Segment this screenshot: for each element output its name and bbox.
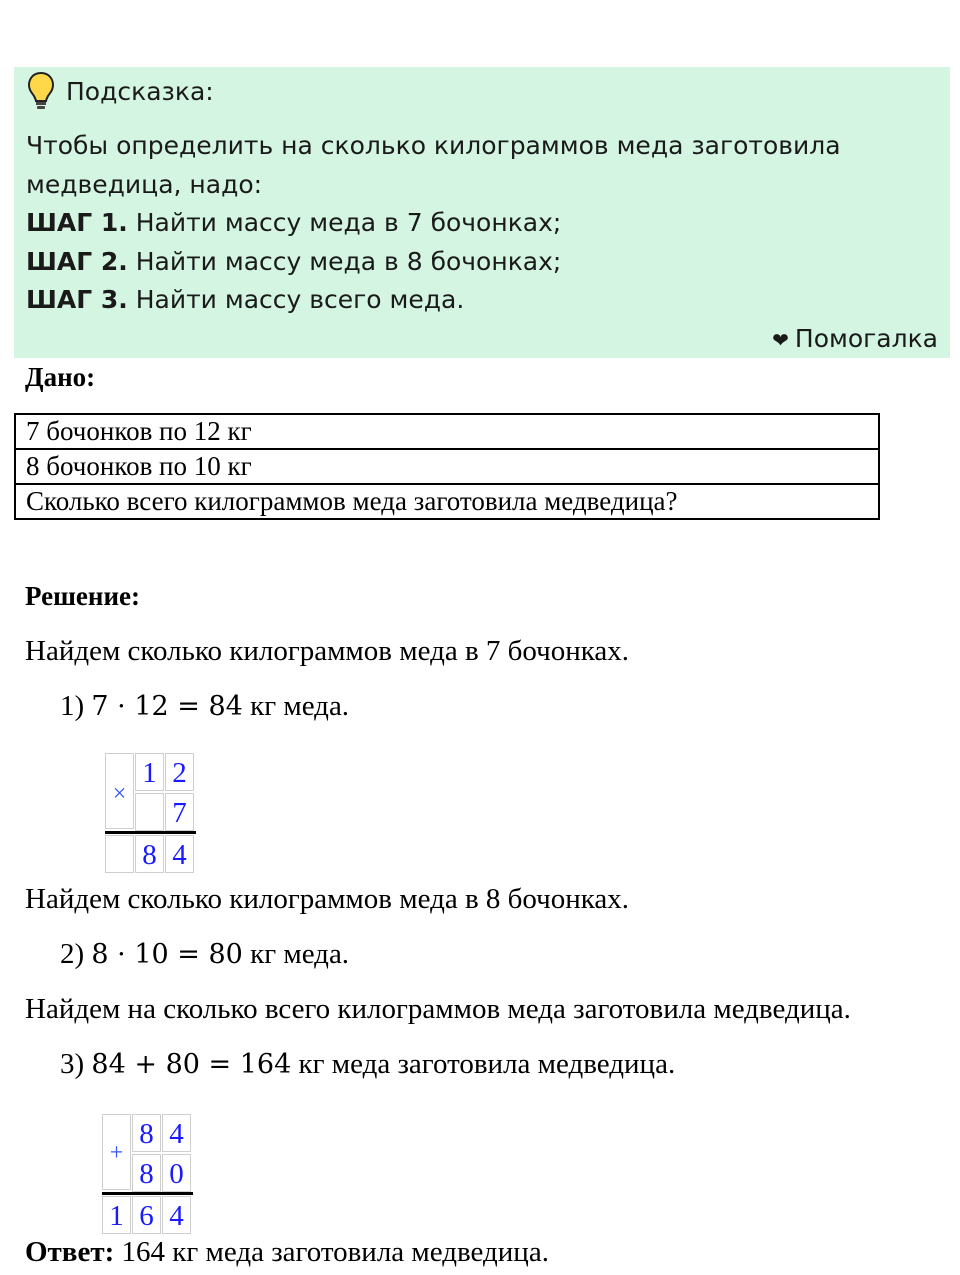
- brand-label: Помогалка: [794, 324, 938, 353]
- column-digit: 4: [165, 835, 194, 873]
- brand-link[interactable]: [772, 324, 938, 353]
- step-text: Найти массу всего меда.: [127, 285, 465, 314]
- column-digit: 4: [162, 1196, 191, 1234]
- step-number: 1): [60, 690, 92, 722]
- column-cell: [105, 791, 134, 829]
- given-title: Дано:: [25, 362, 96, 392]
- hint-intro-line-2: медведица, надо:: [26, 169, 263, 199]
- column-digit: 1: [135, 753, 164, 791]
- given-cell: Сколько всего килограммов меда заготовила медведица?: [15, 484, 879, 519]
- column-digit: 8: [135, 835, 164, 873]
- hint-step-1: [26, 204, 926, 243]
- solution-text-2: Найдем сколько килограммов меда в 8 бочонках.: [25, 883, 630, 915]
- step-unit: кг меда.: [242, 690, 350, 722]
- lightbulb-icon: [26, 71, 56, 115]
- step-1-formula: 7 · 12 = 84: [91, 691, 243, 722]
- hint-step-2: [26, 243, 926, 282]
- column-digit: 6: [132, 1196, 161, 1234]
- answer-label: Ответ:: [25, 1236, 115, 1268]
- step-unit: кг меда заготовила медведица.: [291, 1048, 676, 1080]
- solution-text-1: Найдем сколько килограммов меда в 7 бочонках.: [25, 635, 630, 667]
- column-rule: [102, 1192, 193, 1195]
- table-row: [15, 449, 879, 484]
- column-cell: [105, 835, 134, 873]
- step-text: Найти массу меда в 8 бочонках;: [127, 246, 562, 276]
- step-number: 3): [60, 1048, 92, 1080]
- step-label: ШАГ 1.: [26, 208, 128, 237]
- hint-title: Подсказка:: [66, 77, 214, 106]
- column-digit: 8: [132, 1154, 161, 1192]
- given-cell: 7 бочонков по 12 кг: [15, 414, 879, 449]
- given-table: [14, 413, 880, 520]
- step-2-formula: 8 · 10 = 80: [91, 939, 243, 970]
- heart-icon: ❤: [772, 328, 789, 352]
- step-3-formula: 84 + 80 = 164: [91, 1049, 292, 1080]
- solution-step-3: [60, 1048, 675, 1081]
- hint-intro-line-1: Чтобы определить на сколько килограммов меда заготовила: [26, 131, 841, 160]
- step-unit: кг меда.: [242, 938, 350, 970]
- hint-box: [14, 67, 950, 358]
- column-digit: 7: [165, 793, 194, 831]
- step-label: ШАГ 2.: [26, 246, 128, 276]
- column-cell: [102, 1152, 131, 1190]
- answer-text: 164 кг меда заготовила медведица.: [114, 1236, 549, 1268]
- given-cell: 8 бочонков по 10 кг: [15, 449, 879, 484]
- multiply-sign: ×: [112, 781, 127, 807]
- column-digit: 1: [102, 1196, 131, 1234]
- step-label: ШАГ 3.: [26, 285, 128, 314]
- column-digit: 0: [162, 1154, 191, 1192]
- column-digit: [135, 793, 164, 831]
- hint-step-3: [26, 281, 926, 320]
- plus-sign: +: [109, 1140, 124, 1166]
- solution-step-2: [60, 938, 349, 971]
- solution-text-3: Найдем на сколько всего килограммов меда заготовила медведица.: [25, 993, 851, 1025]
- hint-body: [26, 127, 926, 320]
- step-text: Найти массу меда в 7 бочонках;: [127, 208, 562, 237]
- solution-step-1: [60, 690, 349, 723]
- step-number: 2): [60, 938, 92, 970]
- column-rule: [105, 831, 196, 834]
- table-row: [15, 414, 879, 449]
- column-digit: 4: [162, 1114, 191, 1152]
- answer: [25, 1236, 549, 1269]
- column-digit: 8: [132, 1114, 161, 1152]
- solution-title: Решение:: [25, 581, 140, 611]
- table-row: [15, 484, 879, 519]
- column-digit: 2: [165, 753, 194, 791]
